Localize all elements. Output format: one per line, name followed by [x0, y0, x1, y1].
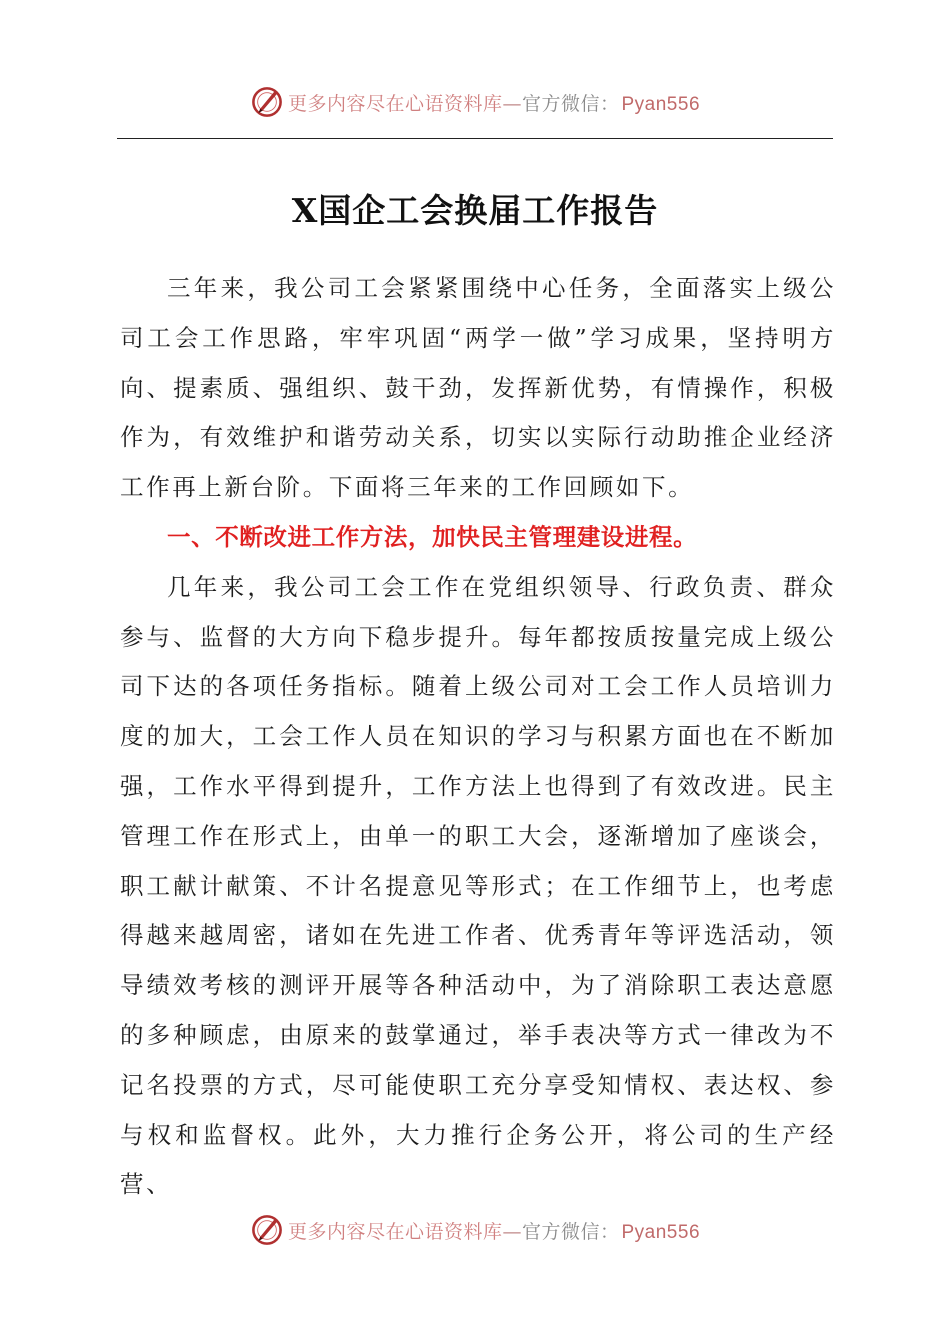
footer-brand-text: 更多内容尽在心语资料库 — [287, 1220, 503, 1243]
footer-separator: — — [502, 1220, 522, 1243]
document-title: X国企工会换届工作报告 — [291, 191, 659, 230]
header-separator: — — [502, 92, 522, 115]
footer-wechat-id: Pyan556 — [621, 1221, 701, 1243]
header-wechat-id: Pyan556 — [621, 93, 701, 115]
section-1-heading: 一、不断改进工作方法，加快民主管理建设进程。 — [167, 522, 698, 551]
footer-wechat-label: 官方微信： — [521, 1220, 620, 1243]
header-divider — [117, 138, 833, 139]
document-body — [120, 264, 836, 1210]
footer-banner — [0, 1210, 950, 1250]
header-banner-text — [288, 89, 700, 116]
footer-banner-text — [288, 1217, 700, 1244]
quill-pen-logo-icon — [250, 85, 284, 119]
header-brand-text: 更多内容尽在心语资料库 — [287, 92, 503, 115]
section-1-paragraph: 几年来，我公司工会工作在党组织领导、行政负责、群众参与、监督的大方向下稳步提升。每年都按质按量完成上级公司下达的各项任务指标。随着上级公司对工会工作人员培训力度的加大，工会工作人员在知识的学习与积累方面也在不断加强，工作水平得到提升，工作方法上也得到了有效改进。民主管理工作在形式上，由单一的职工大会，逐渐增加了座谈会，职工献计献策、不计名提意见等形式；在工作细节上，也考虑得越来越周密，诸如在先进工作者、优秀青年等评选活动，领导绩效考核的测评开展等各种活动中，为了消除职工表达意愿的多种顾虑，由原来的鼓掌通过，举手表决等方式一律改为不记名投票的方式，尽可能使职工充分享受知情权、表达权、参与权和监督权。此外，大力推行企务公开，将公司的生产经营、 — [120, 572, 836, 1199]
intro-paragraph: 三年来，我公司工会紧紧围绕中心任务，全面落实上级公司工会工作思路，牢牢巩固“两学一做”学习成果，坚持明方向、提素质、强组织、鼓干劲，发挥新优势，有情操作，积极作为，有效维护和谐劳动关系，切实以实际行动助推企业经济工作再上新台阶。下面将三年来的工作回顾如下。 — [120, 274, 836, 502]
header-wechat-label: 官方微信： — [521, 92, 620, 115]
header-banner — [0, 82, 950, 122]
quill-pen-logo-icon — [250, 1213, 284, 1247]
